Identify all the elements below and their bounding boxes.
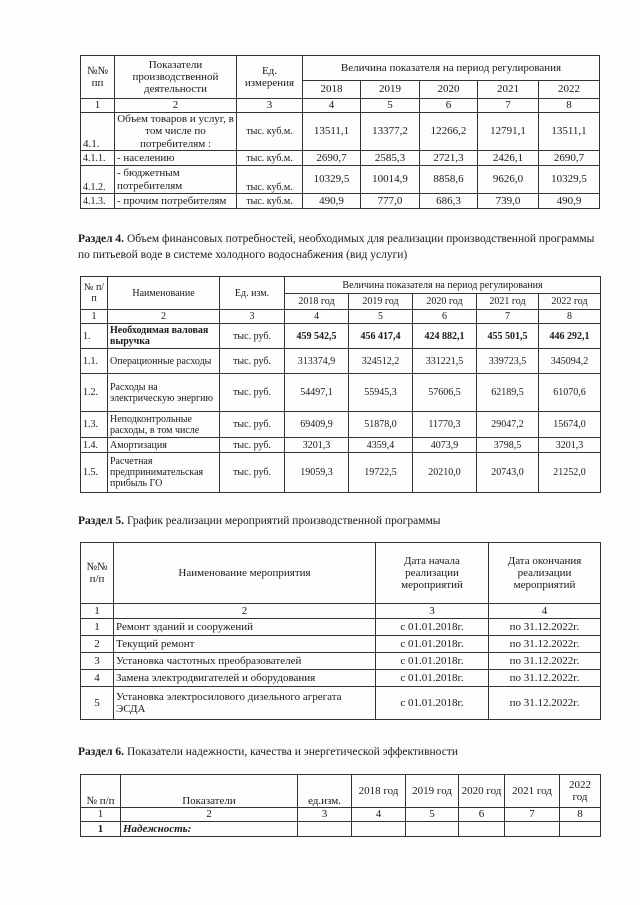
row-value: 21252,0 — [539, 453, 601, 493]
row-name: Замена электродвигателей и оборудования — [114, 670, 376, 687]
row-value: 2585,3 — [361, 151, 420, 166]
index-cell: 5 — [361, 99, 420, 113]
header-year: 2018 год — [352, 775, 406, 808]
header-year: 2018 — [303, 81, 361, 99]
row-num: 1 — [81, 822, 121, 837]
row-value: 69409,9 — [285, 412, 349, 438]
row-unit: тыс. куб.м. — [237, 194, 303, 209]
row-start: с 01.01.2018г. — [376, 636, 489, 653]
index-cell: 1 — [81, 808, 121, 822]
table-row — [81, 374, 601, 412]
row-name: Ремонт зданий и сооружений — [114, 619, 376, 636]
header-year: 2019 год — [406, 775, 459, 808]
reliability-indicators-table — [80, 774, 601, 837]
row-value: 3201,3 — [539, 438, 601, 453]
table-row — [81, 636, 601, 653]
header-num: №№ пп — [81, 56, 115, 99]
row-num: 4.1.2. — [81, 166, 115, 194]
header-indicator: Показатели производственной деятельности — [115, 56, 237, 99]
header-year: 2021 — [478, 81, 539, 99]
index-cell: 4 — [489, 604, 601, 619]
table-row — [81, 166, 600, 194]
row-name: - населению — [115, 151, 237, 166]
row-num: 4.1.1. — [81, 151, 115, 166]
header-unit: Ед. изм. — [220, 277, 285, 310]
section-5-label: Раздел 5. — [78, 515, 125, 527]
table-row — [81, 438, 601, 453]
header-year: 2022 год — [560, 775, 601, 808]
row-value: 57606,5 — [413, 374, 477, 412]
row-value: 10329,5 — [539, 166, 600, 194]
row-name: - бюджетным потребителям — [115, 166, 237, 194]
row-unit: тыс. руб. — [220, 324, 285, 349]
row-value: 777,0 — [361, 194, 420, 209]
row-value: 2721,3 — [420, 151, 478, 166]
row-start: с 01.01.2018г. — [376, 670, 489, 687]
header-num: № п/п — [81, 775, 121, 808]
financial-needs-table — [80, 276, 601, 493]
index-cell: 4 — [303, 99, 361, 113]
row-value — [560, 822, 601, 837]
row-name: Текущий ремонт — [114, 636, 376, 653]
header-year: 2020 год — [413, 294, 477, 310]
index-cell: 7 — [478, 99, 539, 113]
index-cell: 1 — [81, 310, 108, 324]
row-value: 4073,9 — [413, 438, 477, 453]
row-name: Расходы на электрическую энергию — [108, 374, 220, 412]
table-row — [81, 822, 601, 837]
row-value: 490,9 — [539, 194, 600, 209]
row-value: 313374,9 — [285, 349, 349, 374]
row-value: 51878,0 — [349, 412, 413, 438]
row-unit: тыс. куб.м. — [237, 113, 303, 151]
row-num: 1.1. — [81, 349, 108, 374]
table-row — [81, 349, 601, 374]
row-num: 4 — [81, 670, 114, 687]
row-num: 1.4. — [81, 438, 108, 453]
row-value: 456 417,4 — [349, 324, 413, 349]
row-value: 345094,2 — [539, 349, 601, 374]
header-year: 2018 год — [285, 294, 349, 310]
header-end: Дата окончания реализации мероприятий — [489, 543, 601, 604]
row-num: 4.1.3. — [81, 194, 115, 209]
index-cell: 1 — [81, 99, 115, 113]
section-6-heading — [78, 745, 600, 761]
row-value — [459, 822, 505, 837]
row-start: с 01.01.2018г. — [376, 653, 489, 670]
index-cell: 6 — [413, 310, 477, 324]
row-unit — [298, 822, 352, 837]
measures-schedule-table — [80, 542, 601, 720]
header-start: Дата начала реализации мероприятий — [376, 543, 489, 604]
row-unit: тыс. руб. — [220, 349, 285, 374]
row-num: 5 — [81, 687, 114, 720]
index-cell: 3 — [376, 604, 489, 619]
row-value: 10329,5 — [303, 166, 361, 194]
row-value — [505, 822, 560, 837]
row-unit: тыс. руб. — [220, 453, 285, 493]
row-num: 1.3. — [81, 412, 108, 438]
table-row — [81, 412, 601, 438]
header-name: Наименование мероприятия — [114, 543, 376, 604]
row-value: 29047,2 — [477, 412, 539, 438]
row-name: Установка электросилового дизельного агрегата ЭСДА — [114, 687, 376, 720]
row-start: с 01.01.2018г. — [376, 619, 489, 636]
row-value: 9626,0 — [478, 166, 539, 194]
row-value: 19722,5 — [349, 453, 413, 493]
section-4-title: Объем финансовых потребностей, необходимых для реализации производственной программы по питьевой воде в системе холодного водоснабжения (вид услуги) — [78, 233, 595, 261]
row-name: Расчетная предпринимательская прибыль ГО — [108, 453, 220, 493]
index-cell: 3 — [237, 99, 303, 113]
index-cell: 2 — [114, 604, 376, 619]
header-year: 2022 год — [539, 294, 601, 310]
section-5-heading — [78, 514, 600, 530]
index-cell: 5 — [349, 310, 413, 324]
table-row — [81, 113, 600, 151]
row-value: 4359,4 — [349, 438, 413, 453]
header-unit: ед.изм. — [298, 775, 352, 808]
index-cell: 1 — [81, 604, 114, 619]
row-value: 11770,3 — [413, 412, 477, 438]
table-row — [81, 324, 601, 349]
index-cell: 6 — [420, 99, 478, 113]
row-value: 739,0 — [478, 194, 539, 209]
row-num: 1.5. — [81, 453, 108, 493]
row-unit: тыс. руб. — [220, 374, 285, 412]
row-value: 20743,0 — [477, 453, 539, 493]
table-row — [81, 687, 601, 720]
row-value: 490,9 — [303, 194, 361, 209]
row-unit: тыс. руб. — [220, 438, 285, 453]
header-year: 2020 год — [459, 775, 505, 808]
table-row — [81, 619, 601, 636]
row-name: Операционные расходы — [108, 349, 220, 374]
row-name: Необходимая валовая выручка — [108, 324, 220, 349]
row-num: 1 — [81, 619, 114, 636]
row-end: по 31.12.2022г. — [489, 687, 601, 720]
header-name: Показатели — [121, 775, 298, 808]
table-row — [81, 453, 601, 493]
row-value: 13377,2 — [361, 113, 420, 151]
row-value: 8858,6 — [420, 166, 478, 194]
row-name: Амортизация — [108, 438, 220, 453]
row-value: 339723,5 — [477, 349, 539, 374]
index-cell: 5 — [406, 808, 459, 822]
row-value: 2690,7 — [303, 151, 361, 166]
row-num: 1.2. — [81, 374, 108, 412]
row-value: 10014,9 — [361, 166, 420, 194]
index-cell: 2 — [108, 310, 220, 324]
row-start: с 01.01.2018г. — [376, 687, 489, 720]
production-indicators-table — [80, 55, 600, 209]
table-row — [81, 194, 600, 209]
row-value: 2690,7 — [539, 151, 600, 166]
index-cell: 4 — [285, 310, 349, 324]
header-year: 2022 — [539, 81, 600, 99]
row-end: по 31.12.2022г. — [489, 619, 601, 636]
row-num: 4.1. — [81, 113, 115, 151]
header-year: 2021 год — [505, 775, 560, 808]
header-year: 2019 — [361, 81, 420, 99]
row-unit: тыс. куб.м. — [237, 151, 303, 166]
row-num: 1. — [81, 324, 108, 349]
row-name: Неподконтрольные расходы, в том числе — [108, 412, 220, 438]
section-4-heading — [78, 232, 600, 263]
section-4-label: Раздел 4. — [78, 233, 125, 245]
row-end: по 31.12.2022г. — [489, 670, 601, 687]
header-year: 2020 — [420, 81, 478, 99]
index-cell: 3 — [298, 808, 352, 822]
row-value: 61070,6 — [539, 374, 601, 412]
table-row — [81, 653, 601, 670]
row-value: 3798,5 — [477, 438, 539, 453]
row-value: 2426,1 — [478, 151, 539, 166]
section-5-title: График реализации мероприятий производственной программы — [126, 515, 441, 527]
row-value: 19059,3 — [285, 453, 349, 493]
row-value: 3201,3 — [285, 438, 349, 453]
header-year: 2021 год — [477, 294, 539, 310]
row-value: 13511,1 — [303, 113, 361, 151]
section-6-title: Показатели надежности, качества и энергетической эффективности — [126, 746, 458, 758]
row-name: Объем товаров и услуг, в том числе по потребителям : — [115, 113, 237, 151]
table-row — [81, 151, 600, 166]
row-name: - прочим потребителям — [115, 194, 237, 209]
row-value: 424 882,1 — [413, 324, 477, 349]
row-unit: тыс. куб.м. — [237, 166, 303, 194]
row-name: Установка частотных преобразователей — [114, 653, 376, 670]
row-value: 446 292,1 — [539, 324, 601, 349]
row-value: 62189,5 — [477, 374, 539, 412]
header-period: Величина показателя на период регулирования — [303, 56, 600, 81]
row-value: 15674,0 — [539, 412, 601, 438]
row-end: по 31.12.2022г. — [489, 636, 601, 653]
header-num: № п/п — [81, 277, 108, 310]
row-value — [352, 822, 406, 837]
index-cell: 8 — [560, 808, 601, 822]
row-num: 2 — [81, 636, 114, 653]
row-value: 331221,5 — [413, 349, 477, 374]
index-cell: 7 — [505, 808, 560, 822]
header-unit: Ед. измерения — [237, 56, 303, 99]
row-value: 12266,2 — [420, 113, 478, 151]
table-row — [81, 670, 601, 687]
row-value: 12791,1 — [478, 113, 539, 151]
row-name: Надежность: — [121, 822, 298, 837]
index-cell: 4 — [352, 808, 406, 822]
row-unit: тыс. руб. — [220, 412, 285, 438]
header-period: Величина показателя на период регулирования — [285, 277, 601, 294]
index-cell: 3 — [220, 310, 285, 324]
row-value: 54497,1 — [285, 374, 349, 412]
index-cell: 7 — [477, 310, 539, 324]
header-name: Наименование — [108, 277, 220, 310]
row-value: 55945,3 — [349, 374, 413, 412]
header-num: №№ п/п — [81, 543, 114, 604]
row-value — [406, 822, 459, 837]
row-value: 455 501,5 — [477, 324, 539, 349]
row-num: 3 — [81, 653, 114, 670]
row-value: 20210,0 — [413, 453, 477, 493]
header-year: 2019 год — [349, 294, 413, 310]
row-value: 324512,2 — [349, 349, 413, 374]
index-cell: 2 — [121, 808, 298, 822]
row-end: по 31.12.2022г. — [489, 653, 601, 670]
row-value: 13511,1 — [539, 113, 600, 151]
row-value: 459 542,5 — [285, 324, 349, 349]
index-cell: 2 — [115, 99, 237, 113]
index-cell: 6 — [459, 808, 505, 822]
index-cell: 8 — [539, 310, 601, 324]
row-value: 686,3 — [420, 194, 478, 209]
index-cell: 8 — [539, 99, 600, 113]
section-6-label: Раздел 6. — [78, 746, 125, 758]
